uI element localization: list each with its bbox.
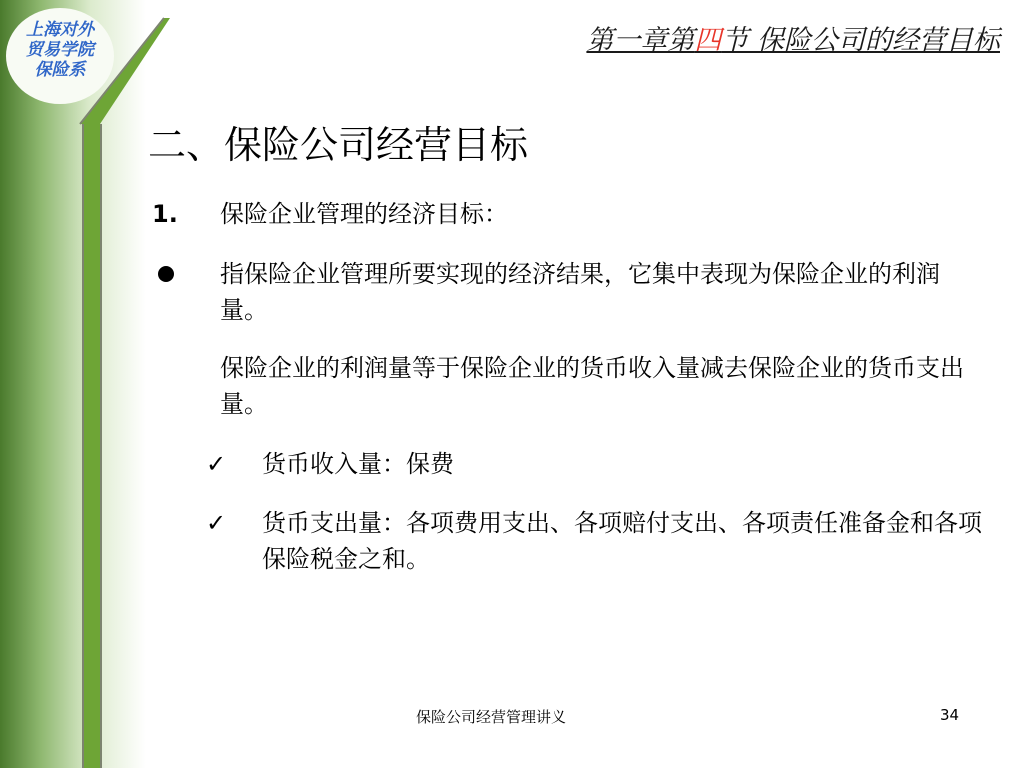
footer-text: 保险公司经营管理讲义 xyxy=(416,708,567,726)
sidebar-stripe xyxy=(82,124,102,768)
item-1-text: 保险企业管理的经济目标： xyxy=(220,200,508,228)
logo-line-1: 上海对外 xyxy=(26,20,94,40)
logo-line-2: 贸易学院 xyxy=(26,40,94,60)
chapter-header-highlight: 四 xyxy=(694,25,722,56)
check-2-text: 货币支出量：各项费用支出、各项赔付支出、各项责任准备金和各项保险税金之和。 xyxy=(262,509,982,573)
logo-text xyxy=(6,20,114,80)
page-title: 二、保险公司经营目标 xyxy=(148,123,529,167)
item-1-number: 1. xyxy=(152,200,178,228)
bullet-1-text: 指保险企业管理所要实现的经济结果，它集中表现为保险企业的利润量。 xyxy=(220,260,940,324)
checkmark-icon: ✓ xyxy=(206,509,227,537)
page-number: 34 xyxy=(940,706,960,724)
chapter-header-suffix: 节 保险公司的经营目标 xyxy=(721,25,1000,56)
checkmark-icon: ✓ xyxy=(206,450,227,478)
check-1-text: 货币收入量：保费 xyxy=(262,450,454,478)
logo-line-3: 保险系 xyxy=(34,60,86,80)
chapter-header xyxy=(586,18,1000,57)
paragraph-text: 保险企业的利润量等于保险企业的货币收入量减去保险企业的货币支出量。 xyxy=(220,354,964,418)
chapter-header-prefix: 第一章第 xyxy=(586,25,695,56)
bullet-dot xyxy=(158,266,174,282)
